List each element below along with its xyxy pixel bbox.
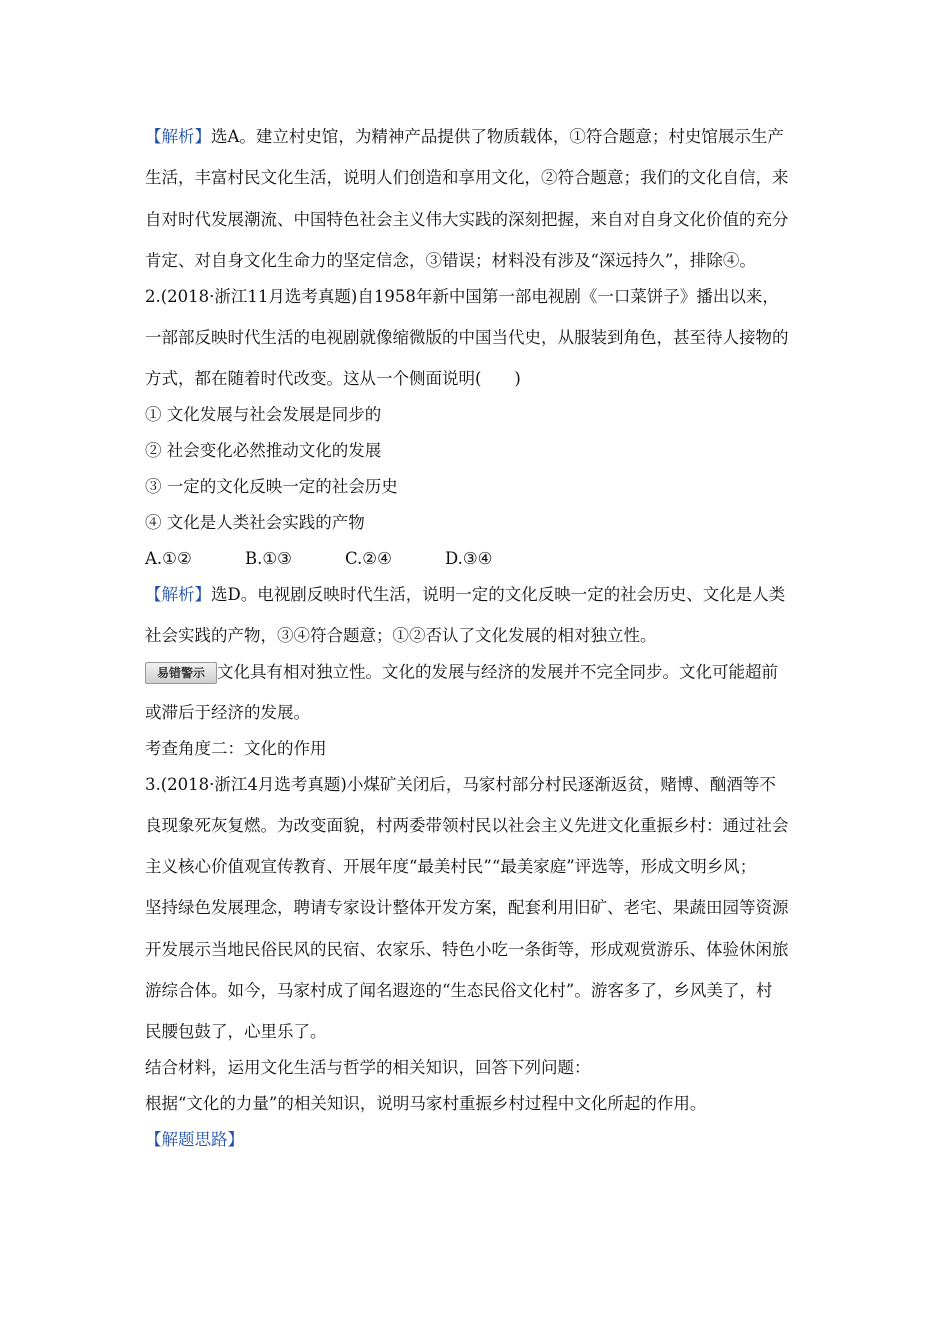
q1-analysis-line-3: 自对时代发展潮流、中国特色社会主义伟大实践的深刻把握，来自对自身文化价值的充分: [145, 210, 789, 229]
analysis-tag: 【解析】: [145, 585, 211, 604]
q2-analysis-line-2: 社会实践的产物，③④符合题意；①②否认了文化发展的相对独立性。: [145, 626, 657, 645]
warning-line-1: 易错警示 文化具有相对独立性。文化的发展与经济的发展并不完全同步。文化可能超前: [145, 662, 778, 684]
q2-item-3: ③ 一定的文化反映一定的社会历史: [145, 477, 398, 496]
q2-stem-line-2: 一部部反映时代生活的电视剧就像缩微版的中国当代史，从服装到角色，甚至待人接物的: [145, 328, 789, 347]
q3-stem-line-5: 开发展示当地民俗民风的民宿、农家乐、特色小吃一条街等，形成观赏游乐、体验休闲旅: [145, 940, 789, 959]
q2-item-4: ④ 文化是人类社会实践的产物: [145, 513, 365, 532]
q2-options: [145, 549, 545, 569]
q1-analysis-line-2: 生活，丰富村民文化生活，说明人们创造和享用文化，②符合题意；我们的文化自信，来: [145, 168, 789, 187]
q3-stem-line-1: 3.(2018·浙江4月选考真题)小煤矿关闭后，马家村部分村民逐渐返贫，赌博、酗酒等不: [145, 775, 776, 794]
q2-stem-line-1: 2.(2018·浙江11月选考真题)自1958年新中国第一部电视剧《一口菜饼子》播出以来，: [145, 287, 779, 306]
q2-analysis-line-1: 【解析】选D。电视剧反映时代生活，说明一定的文化反映一定的社会历史、文化是人类: [145, 585, 786, 604]
q2-item-2: ② 社会变化必然推动文化的发展: [145, 441, 382, 460]
q2-item-1: ① 文化发展与社会发展是同步的: [145, 405, 382, 424]
warning-line-2: 或滞后于经济的发展。: [145, 703, 310, 722]
q1-analysis-line-1: 【解析】选A。建立村史馆，为精神产品提供了物质载体，①符合题意；村史馆展示生产: [145, 127, 784, 146]
q3-stem-line-3: 主义核心价值观宣传教育、开展年度“最美村民”“最美家庭”评选等，形成文明乡风；: [145, 857, 757, 876]
option-d: D.③④: [445, 549, 493, 568]
q3-stem-line-7: 民腰包鼓了，心里乐了。: [145, 1022, 327, 1041]
q3-stem-line-6: 游综合体。如今，马家村成了闻名遐迩的“生态民俗文化村”。游客多了，乡风美了，村: [145, 981, 773, 1000]
analysis-tag: 【解析】: [145, 127, 211, 146]
q2-stem-line-3: 方式，都在随着时代改变。这从一个侧面说明( ): [145, 369, 521, 388]
warning-badge: 易错警示: [145, 662, 217, 684]
q3-instruction: 结合材料，运用文化生活与哲学的相关知识，回答下列问题：: [145, 1058, 591, 1077]
section-heading: 考查角度二：文化的作用: [145, 739, 327, 758]
option-a: A.①②: [145, 549, 192, 568]
q1-analysis-line-4: 肯定、对自身文化生命力的坚定信念，③错误；材料没有涉及“深远持久”，排除④。: [145, 251, 756, 270]
option-b: B.①③: [245, 549, 292, 568]
q3-stem-line-2: 良现象死灰复燃。为改变面貌，村两委带领村民以社会主义先进文化重振乡村：通过社会: [145, 816, 789, 835]
solution-idea-tag: 【解题思路】: [145, 1130, 244, 1149]
q3-stem-line-4: 坚持绿色发展理念，聘请专家设计整体开发方案，配套利用旧矿、老宅、果蔬田园等资源: [145, 898, 789, 917]
q3-question: 根据“文化的力量”的相关知识，说明马家村重振乡村过程中文化所起的作用。: [145, 1094, 707, 1113]
option-c: C.②④: [345, 549, 392, 568]
